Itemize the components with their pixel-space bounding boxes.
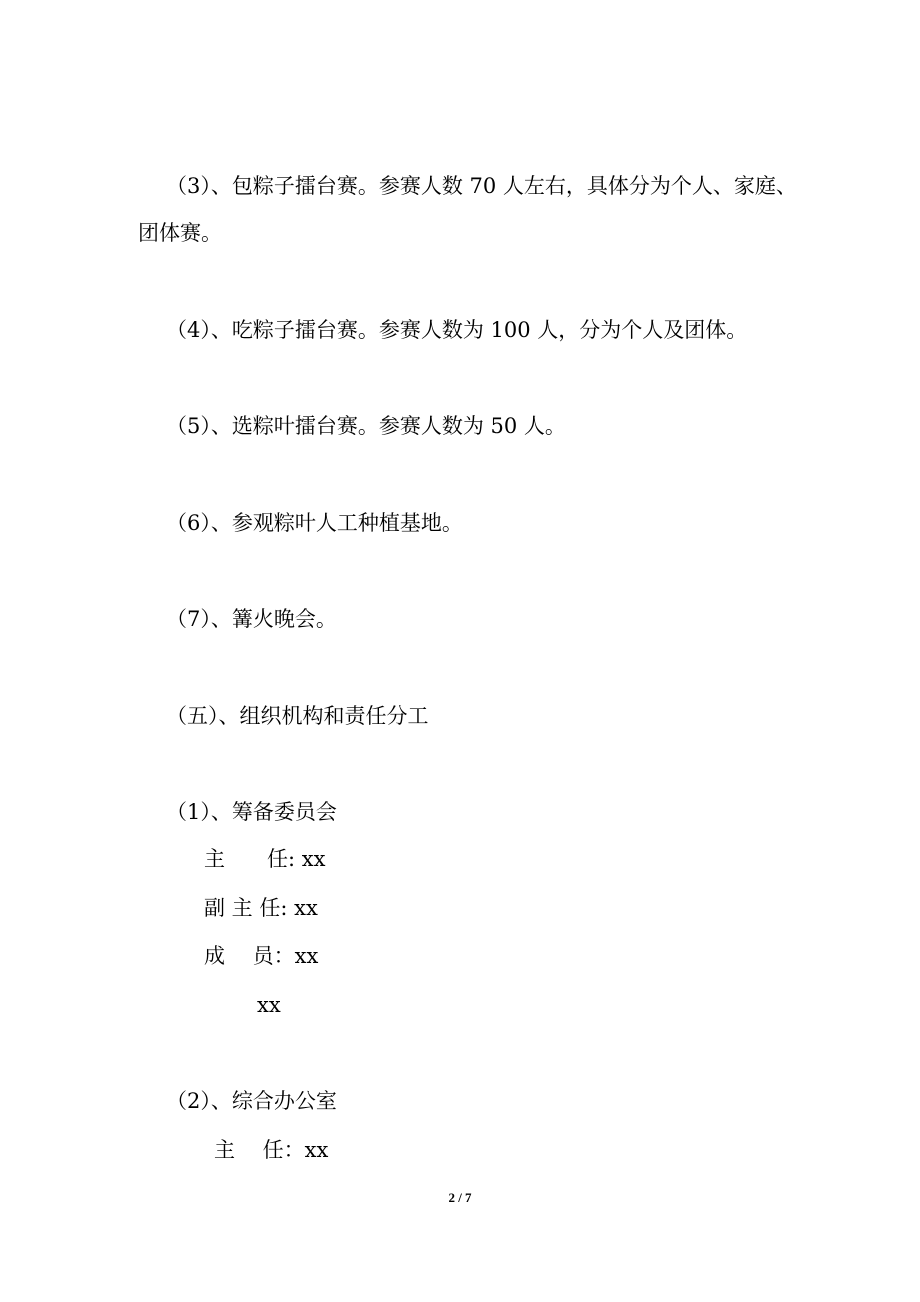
list-item-7: （7）、篝火晚会。 [166, 607, 337, 631]
committee-deputy-director: 副 主 任: xx [204, 896, 318, 920]
page-number: 2 / 7 [448, 1190, 472, 1205]
committee-members: 成 员：xx [204, 944, 319, 968]
office-heading: （2）、综合办公室 [166, 1089, 337, 1113]
list-item-6: （6）、参观粽叶人工种植基地。 [166, 511, 463, 535]
list-item-3-line-1: （3）、包粽子擂台赛。参赛人数 70 人左右，具体分为个人、家庭、 [166, 174, 797, 198]
section-heading: （五）、组织机构和责任分工 [166, 704, 429, 728]
list-item-4: （4）、吃粽子擂台赛。参赛人数为 100 人，分为个人及团体。 [166, 318, 748, 342]
committee-heading: （1）、筹备委员会 [166, 800, 337, 824]
list-item-5: （5）、选粽叶擂台赛。参赛人数为 50 人。 [166, 414, 566, 438]
office-director: 主 任：xx [214, 1138, 329, 1162]
committee-members-continued: xx [257, 993, 281, 1017]
committee-director: 主 任: xx [204, 847, 326, 871]
list-item-3-line-2: 团体赛。 [138, 221, 222, 245]
